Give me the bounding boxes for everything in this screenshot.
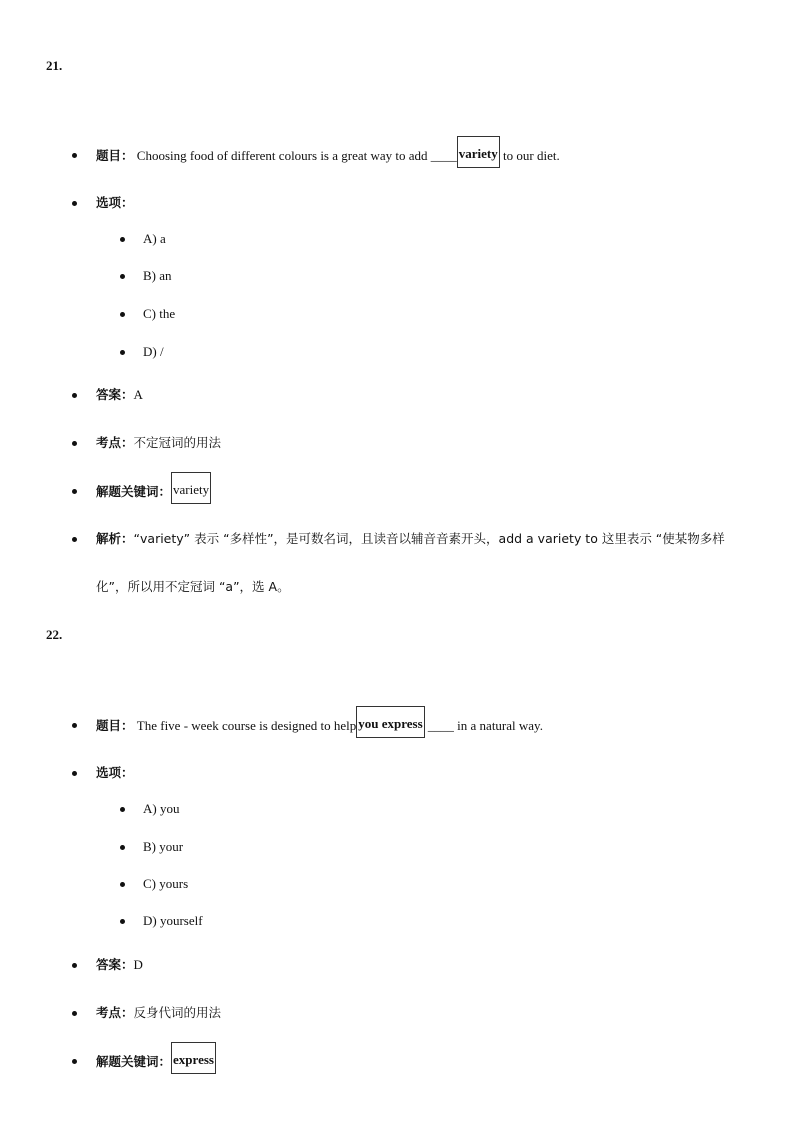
- analysis-label: 解析: [96, 531, 122, 546]
- option-item: [120, 267, 172, 285]
- option-text: B) your: [143, 839, 184, 854]
- colon: ：: [121, 435, 134, 450]
- option-text: C) the: [143, 306, 176, 321]
- question-stem: [72, 146, 560, 168]
- bullet-icon: [120, 845, 125, 850]
- bullet-icon: [120, 807, 125, 812]
- bullet-icon: [120, 882, 125, 887]
- keyword-label: 解题关键词: [96, 483, 159, 499]
- answer-label: 答案: [96, 387, 122, 402]
- option-item: [120, 912, 203, 930]
- bullet-icon: [72, 489, 77, 494]
- stem-boxed-word: you express: [356, 706, 424, 738]
- option-item: [120, 230, 166, 248]
- point-line: [72, 1004, 221, 1022]
- colon: ：: [121, 195, 134, 210]
- point-line: [72, 434, 221, 452]
- bullet-icon: [72, 153, 77, 158]
- colon: ：: [158, 1053, 172, 1069]
- bullet-icon: [72, 771, 77, 776]
- point-value: 反身代词的用法: [133, 1005, 222, 1020]
- keyword-boxed: express: [171, 1042, 216, 1074]
- option-text: D) /: [143, 344, 164, 359]
- option-item: [120, 875, 188, 893]
- bullet-icon: [72, 723, 77, 728]
- bullet-icon: [72, 537, 77, 542]
- question-number: 22.: [46, 627, 63, 642]
- bullet-icon: [120, 237, 125, 242]
- stem-text-before: Choosing food of different colours is a great way to add ____: [136, 147, 457, 163]
- bullet-icon: [72, 441, 77, 446]
- colon: ：: [121, 387, 134, 402]
- point-label: 考点: [96, 1005, 122, 1020]
- keyword-label: 解题关键词: [96, 1053, 159, 1069]
- stem-boxed-word: variety: [457, 136, 500, 168]
- question-number: 21.: [46, 58, 63, 73]
- keyword-line: [72, 1052, 216, 1074]
- option-item: [120, 343, 164, 361]
- options-heading: [72, 764, 134, 782]
- answer-label: 答案: [96, 957, 122, 972]
- answer-value: D: [133, 957, 143, 972]
- colon: ：: [121, 957, 134, 972]
- option-text: A) you: [143, 801, 180, 816]
- options-label: 选项: [96, 195, 122, 210]
- keyword-line: [72, 482, 211, 504]
- colon: ：: [121, 1005, 134, 1020]
- stem-text-after: ____ in a natural way.: [424, 717, 543, 733]
- options-label: 选项: [96, 765, 122, 780]
- option-text: A) a: [143, 231, 166, 246]
- stem-text-before: The five - week course is designed to help: [136, 717, 357, 733]
- bullet-icon: [120, 919, 125, 924]
- point-label: 考点: [96, 435, 122, 450]
- bullet-icon: [120, 350, 125, 355]
- point-value: 不定冠词的用法: [133, 435, 222, 450]
- bullet-icon: [72, 1011, 77, 1016]
- option-item: [120, 305, 175, 323]
- options-heading: [72, 194, 134, 212]
- bullet-icon: [72, 393, 77, 398]
- keyword-boxed: variety: [171, 472, 211, 504]
- analysis-line: [72, 515, 752, 611]
- colon: ：: [121, 531, 134, 546]
- colon: ：: [121, 147, 134, 163]
- option-text: D) yourself: [143, 913, 203, 928]
- bullet-icon: [120, 274, 125, 279]
- stem-text-after: to our diet.: [499, 147, 560, 163]
- answer-value: A: [133, 387, 143, 402]
- option-item: [120, 800, 179, 818]
- stem-label: 题目: [96, 147, 122, 163]
- colon: ：: [121, 765, 134, 780]
- option-text: C) yours: [143, 876, 189, 891]
- colon: ：: [121, 717, 134, 733]
- answer-line: [72, 386, 143, 404]
- colon: ：: [158, 483, 172, 499]
- answer-line: [72, 956, 143, 974]
- option-item: [120, 838, 183, 856]
- analysis-text: “variety” 表示 “多样性”，是可数名词，且读音以辅音音素开头，add a variety to 这里表示 “使某物多样化”，所以用不定冠词 “a”，选 A。: [96, 531, 725, 594]
- bullet-icon: [72, 201, 77, 206]
- bullet-icon: [72, 963, 77, 968]
- stem-label: 题目: [96, 717, 122, 733]
- bullet-icon: [120, 312, 125, 317]
- option-text: B) an: [143, 268, 172, 283]
- question-stem: [72, 716, 543, 738]
- bullet-icon: [72, 1059, 77, 1064]
